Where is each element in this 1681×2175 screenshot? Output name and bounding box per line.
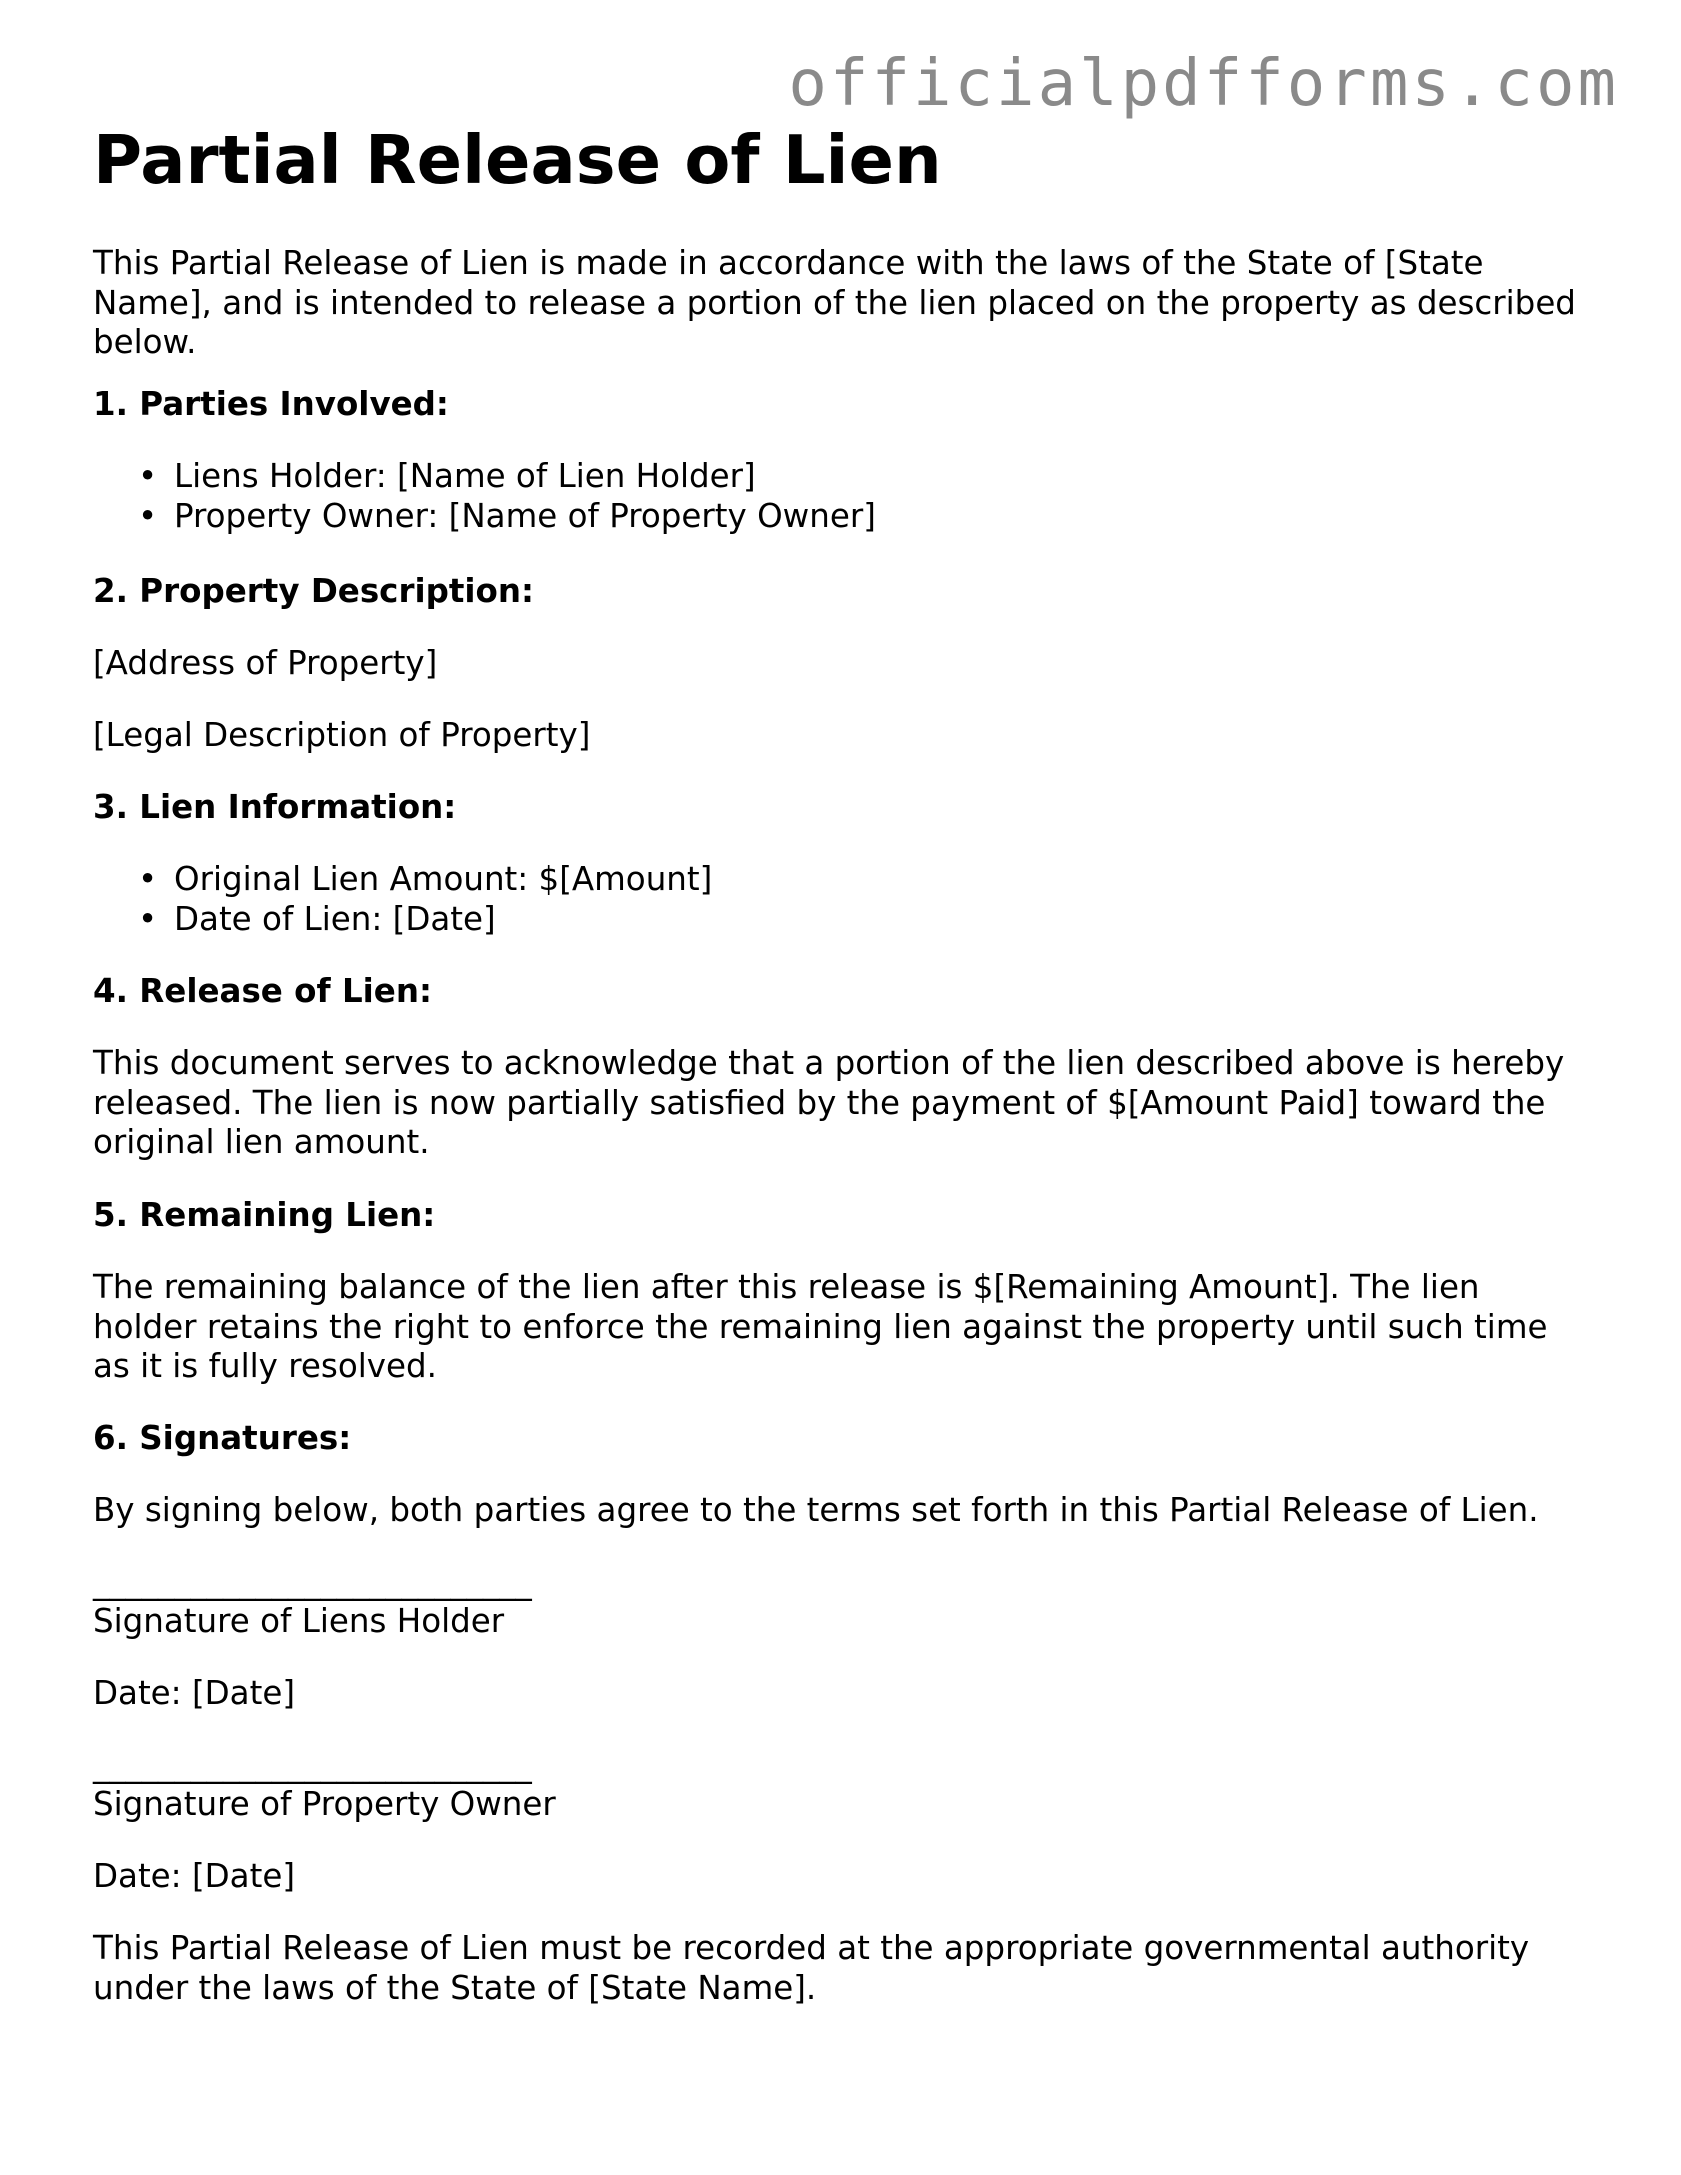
document-body xyxy=(93,120,1593,2007)
section-heading-remaining: 5. Remaining Lien: xyxy=(93,1196,436,1234)
watermark: officialpdfforms.com xyxy=(788,47,1619,121)
date-holder: Date: [Date] xyxy=(93,1674,295,1712)
intro-paragraph: This Partial Release of Lien is made in accordance with the laws of the State of [State Name], and is intended to release a portion of the lien placed on the property as described below. xyxy=(93,244,1576,361)
section-heading-signatures: 6. Signatures: xyxy=(93,1419,352,1457)
property-address: [Address of Property] xyxy=(93,644,438,682)
lien-info-list xyxy=(93,860,1593,939)
signature-line-holder: ___________________________ xyxy=(93,1563,532,1601)
section-heading-lien-info: 3. Lien Information: xyxy=(93,788,457,826)
list-item: • Liens Holder: [Name of Lien Holder] xyxy=(93,457,1593,497)
section-heading-property: 2. Property Description: xyxy=(93,572,535,610)
date-owner: Date: [Date] xyxy=(93,1857,295,1895)
section-heading-release: 4. Release of Lien: xyxy=(93,972,432,1010)
footer-paragraph: This Partial Release of Lien must be recorded at the appropriate governmental authority under the laws of the State of [State Name]. xyxy=(93,1929,1530,2007)
signature-label-holder: Signature of Liens Holder xyxy=(93,1602,505,1640)
document-title: Partial Release of Lien xyxy=(93,121,942,199)
list-item: • Date of Lien: [Date] xyxy=(93,900,1593,940)
signature-label-owner: Signature of Property Owner xyxy=(93,1785,556,1823)
property-legal-description: [Legal Description of Property] xyxy=(93,716,591,754)
list-item: • Property Owner: [Name of Property Owner] xyxy=(93,497,1593,537)
parties-list xyxy=(93,457,1593,536)
release-paragraph: This document serves to acknowledge that a portion of the lien described above is hereby released. The lien is now partially satisfied by the payment of $[Amount Paid] toward the original lien amount. xyxy=(93,1044,1565,1161)
remaining-paragraph: The remaining balance of the lien after this release is $[Remaining Amount]. The lien holder retains the right to enforce the remaining lien against the property until such time as it is fully resolved. xyxy=(93,1268,1548,1385)
section-heading-parties: 1. Parties Involved: xyxy=(93,385,449,423)
signature-line-owner: ___________________________ xyxy=(93,1746,532,1784)
signatures-paragraph: By signing below, both parties agree to the terms set forth in this Partial Release of Lien. xyxy=(93,1491,1539,1529)
list-item: • Original Lien Amount: $[Amount] xyxy=(93,860,1593,900)
